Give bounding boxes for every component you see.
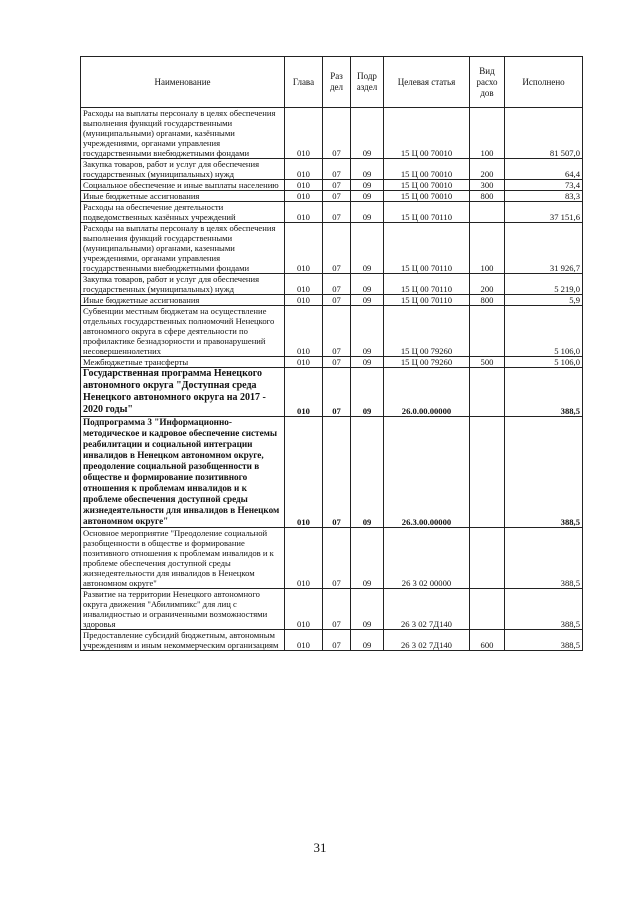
cell-vid	[470, 417, 505, 528]
cell-name: Основное мероприятие "Преодоление социальной разобщенности в обществе и формирование позитивного отношения к проблемам инвалидов и к проблеме обеспечения доступной среды жизнедеятельности для инвалидов в Ненецком автономном округе"	[81, 528, 285, 589]
table-row	[81, 630, 583, 651]
cell-name: Социальное обеспечение и иные выплаты населению	[81, 180, 285, 191]
cell-ispolneno: 5 106,0	[505, 306, 583, 357]
cell-vid: 300	[470, 180, 505, 191]
cell-name: Развитие на территории Ненецкого автономного округа движения "Абилимпикс" для лиц с инвалидностью и ограниченными возможностями здоровья	[81, 589, 285, 630]
cell-podrazdel: 09	[351, 528, 384, 589]
table-row	[81, 417, 583, 528]
header-ispolneno: Исполнено	[505, 57, 583, 108]
cell-razdel: 07	[323, 306, 351, 357]
cell-celevaya: 15 Ц 00 70010	[384, 180, 470, 191]
header-celevaya: Целевая статья	[384, 57, 470, 108]
cell-podrazdel: 09	[351, 357, 384, 368]
cell-name: Расходы на выплаты персоналу в целях обеспечения выполнения функций государственными (муниципальными) органами, казёнными учреждениями, органами управления государственными внебюджетными фондами	[81, 108, 285, 159]
cell-ispolneno: 388,5	[505, 417, 583, 528]
cell-razdel: 07	[323, 357, 351, 368]
table-row	[81, 589, 583, 630]
cell-ispolneno: 388,5	[505, 528, 583, 589]
table-row	[81, 159, 583, 180]
cell-razdel: 07	[323, 274, 351, 295]
cell-glava: 010	[285, 274, 323, 295]
cell-glava: 010	[285, 180, 323, 191]
header-name: Наименование	[81, 57, 285, 108]
table-row	[81, 108, 583, 159]
cell-celevaya: 15 Ц 00 79260	[384, 306, 470, 357]
cell-glava: 010	[285, 108, 323, 159]
table-row	[81, 223, 583, 274]
cell-vid	[470, 202, 505, 223]
cell-celevaya: 15 Ц 00 70110	[384, 295, 470, 306]
cell-podrazdel: 09	[351, 202, 384, 223]
cell-razdel: 07	[323, 589, 351, 630]
cell-razdel: 07	[323, 368, 351, 417]
cell-name: Подпрограмма 3 "Информационно-методическое и кадровое обеспечение системы реабилитации и социальной интеграции инвалидов в Ненецком автономном округе, преодоление социальной разобщенности в обществе и формирование позитивного отношения к проблемам инвалидов и к проблеме обеспечения доступной среды жизнедеятельности для инвалидов в Ненецком автономном округе"	[81, 417, 285, 528]
cell-podrazdel: 09	[351, 417, 384, 528]
cell-ispolneno: 5 106,0	[505, 357, 583, 368]
cell-name: Субвенции местным бюджетам на осуществление отдельных государственных полномочий Ненецкого автономного округа в сфере деятельности по профилактике безнадзорности и правонарушений несовершеннолетних	[81, 306, 285, 357]
cell-glava: 010	[285, 417, 323, 528]
cell-podrazdel: 09	[351, 295, 384, 306]
cell-vid	[470, 306, 505, 357]
table-row	[81, 202, 583, 223]
cell-vid: 800	[470, 191, 505, 202]
cell-celevaya: 26.3.00.00000	[384, 417, 470, 528]
cell-razdel: 07	[323, 417, 351, 528]
cell-razdel: 07	[323, 630, 351, 651]
cell-ispolneno: 388,5	[505, 630, 583, 651]
cell-vid: 100	[470, 223, 505, 274]
cell-podrazdel: 09	[351, 159, 384, 180]
cell-razdel: 07	[323, 159, 351, 180]
cell-podrazdel: 09	[351, 589, 384, 630]
cell-glava: 010	[285, 368, 323, 417]
cell-podrazdel: 09	[351, 368, 384, 417]
cell-podrazdel: 09	[351, 274, 384, 295]
cell-podrazdel: 09	[351, 306, 384, 357]
cell-ispolneno: 388,5	[505, 368, 583, 417]
table-row	[81, 274, 583, 295]
cell-podrazdel: 09	[351, 223, 384, 274]
table-row	[81, 306, 583, 357]
cell-vid: 100	[470, 108, 505, 159]
cell-vid: 500	[470, 357, 505, 368]
cell-glava: 010	[285, 528, 323, 589]
cell-podrazdel: 09	[351, 630, 384, 651]
cell-razdel: 07	[323, 108, 351, 159]
cell-celevaya: 15 Ц 00 70010	[384, 191, 470, 202]
cell-celevaya: 26 3 02 00000	[384, 528, 470, 589]
cell-celevaya: 15 Ц 00 70110	[384, 223, 470, 274]
cell-glava: 010	[285, 159, 323, 180]
cell-name: Предоставление субсидий бюджетным, автономным учреждениям и иным некоммерческим организациям	[81, 630, 285, 651]
cell-ispolneno: 73,4	[505, 180, 583, 191]
cell-ispolneno: 31 926,7	[505, 223, 583, 274]
cell-razdel: 07	[323, 223, 351, 274]
cell-name: Закупка товаров, работ и услуг для обеспечения государственных (муниципальных) нужд	[81, 274, 285, 295]
table-row	[81, 528, 583, 589]
table-row	[81, 368, 583, 417]
cell-celevaya: 26.0.00.00000	[384, 368, 470, 417]
cell-razdel: 07	[323, 180, 351, 191]
cell-razdel: 07	[323, 295, 351, 306]
cell-celevaya: 15 Ц 00 79260	[384, 357, 470, 368]
cell-ispolneno: 81 507,0	[505, 108, 583, 159]
cell-vid: 800	[470, 295, 505, 306]
cell-podrazdel: 09	[351, 180, 384, 191]
table-row	[81, 191, 583, 202]
cell-glava: 010	[285, 589, 323, 630]
cell-razdel: 07	[323, 528, 351, 589]
page-number: 31	[313, 840, 327, 855]
cell-podrazdel: 09	[351, 191, 384, 202]
cell-razdel: 07	[323, 202, 351, 223]
cell-celevaya: 26 3 02 7Д140	[384, 589, 470, 630]
header-vid: Вид расхо дов	[470, 57, 505, 108]
table-row	[81, 180, 583, 191]
cell-celevaya: 15 Ц 00 70110	[384, 274, 470, 295]
cell-name: Расходы на выплаты персоналу в целях обеспечения выполнения функций государственными (муниципальными) органами, казенными учреждениями, органами управления государственными внебюджетными фондами	[81, 223, 285, 274]
cell-celevaya: 26 3 02 7Д140	[384, 630, 470, 651]
cell-vid	[470, 528, 505, 589]
cell-razdel: 07	[323, 191, 351, 202]
cell-celevaya: 15 Ц 00 70010	[384, 108, 470, 159]
cell-podrazdel: 09	[351, 108, 384, 159]
cell-glava: 010	[285, 306, 323, 357]
cell-vid: 600	[470, 630, 505, 651]
cell-name: Закупка товаров, работ и услуг для обеспечения государственных (муниципальных) нужд	[81, 159, 285, 180]
cell-ispolneno: 5 219,0	[505, 274, 583, 295]
table-row	[81, 357, 583, 368]
cell-ispolneno: 64,4	[505, 159, 583, 180]
cell-name: Государственная программа Ненецкого автономного округа "Доступная среда Ненецкого автономного округа на 2017 - 2020 годы"	[81, 368, 285, 417]
budget-table	[80, 56, 583, 651]
cell-ispolneno: 37 151,6	[505, 202, 583, 223]
cell-vid	[470, 368, 505, 417]
cell-ispolneno: 5,9	[505, 295, 583, 306]
table-row	[81, 295, 583, 306]
cell-name: Иные бюджетные ассигнования	[81, 191, 285, 202]
table-header-row	[81, 57, 583, 108]
cell-vid	[470, 589, 505, 630]
cell-glava: 010	[285, 357, 323, 368]
cell-name: Межбюджетные трансферты	[81, 357, 285, 368]
cell-vid: 200	[470, 159, 505, 180]
cell-glava: 010	[285, 630, 323, 651]
cell-celevaya: 15 Ц 00 70010	[384, 159, 470, 180]
cell-name: Иные бюджетные ассигнования	[81, 295, 285, 306]
cell-glava: 010	[285, 295, 323, 306]
cell-glava: 010	[285, 191, 323, 202]
header-glava: Глава	[285, 57, 323, 108]
cell-glava: 010	[285, 202, 323, 223]
header-razdel: Раз дел	[323, 57, 351, 108]
cell-glava: 010	[285, 223, 323, 274]
cell-celevaya: 15 Ц 00 70110	[384, 202, 470, 223]
cell-ispolneno: 388,5	[505, 589, 583, 630]
cell-name: Расходы на обеспечение деятельности подведомственных казённых учреждений	[81, 202, 285, 223]
header-podrazdel: Подр аздел	[351, 57, 384, 108]
cell-ispolneno: 83,3	[505, 191, 583, 202]
cell-vid: 200	[470, 274, 505, 295]
